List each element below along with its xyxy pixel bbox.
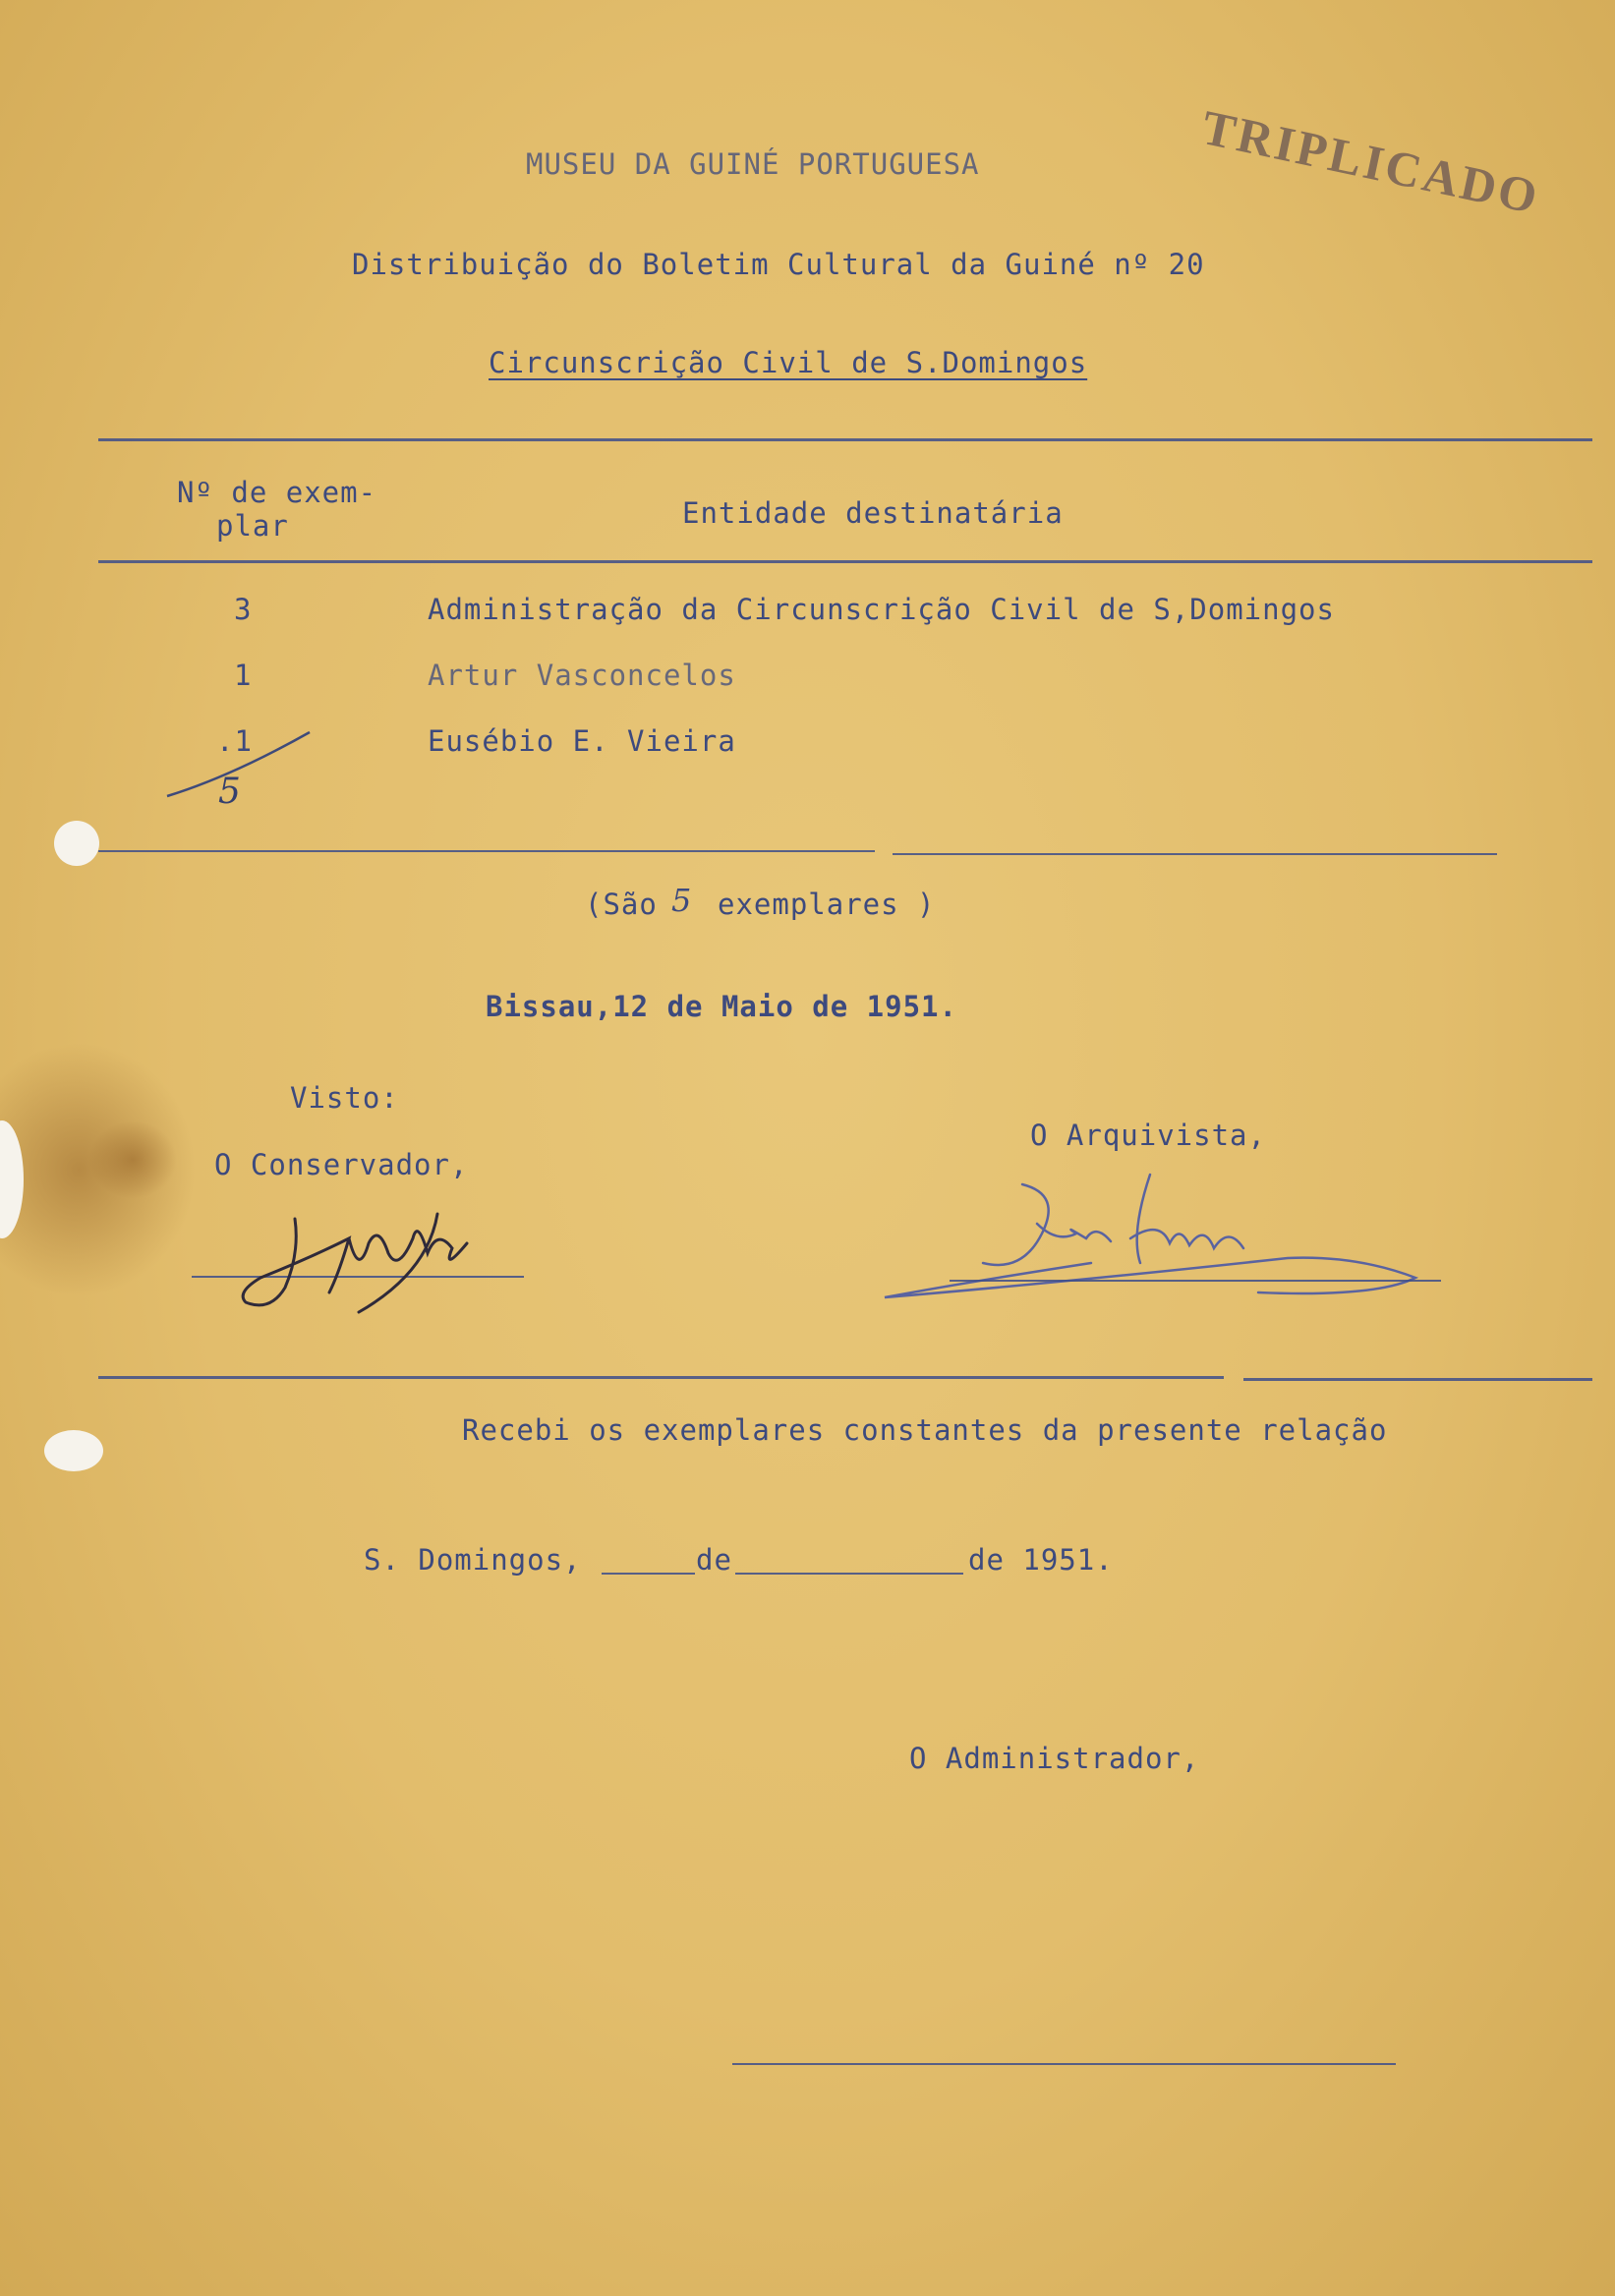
column-header-entity: Entidade destinatária bbox=[682, 496, 1064, 530]
arquivista-signature-line bbox=[950, 1280, 1441, 1282]
document-subtitle: Circunscrição Civil de S.Domingos bbox=[489, 346, 1088, 379]
table-bottom-rule-2 bbox=[893, 853, 1497, 855]
receipt-statement: Recebi os exemplares constantes da presente relação bbox=[462, 1413, 1388, 1447]
row-entity: Artur Vasconcelos bbox=[428, 659, 736, 692]
arquivista-signature bbox=[865, 1165, 1455, 1312]
row-entity: Administração da Circunscrição Civil de S,Domingos bbox=[428, 593, 1335, 626]
handwritten-total: 5 bbox=[218, 772, 242, 812]
day-blank bbox=[602, 1573, 695, 1575]
row-count: 3 bbox=[234, 593, 253, 626]
row-count: .1 bbox=[216, 724, 253, 758]
section-divider-2 bbox=[1243, 1378, 1592, 1381]
total-prefix: (São bbox=[585, 888, 658, 921]
administrador-signature-line bbox=[732, 2063, 1396, 2065]
table-header-rule bbox=[98, 560, 1592, 563]
conservador-signature bbox=[231, 1184, 487, 1322]
column-header-count: Nº de exem- bbox=[177, 476, 377, 509]
table-bottom-rule bbox=[98, 850, 875, 852]
visto-label: Visto: bbox=[290, 1081, 399, 1115]
column-header-count-2: plar bbox=[216, 509, 289, 543]
total-handwritten: 5 bbox=[671, 882, 693, 919]
arquivista-label: O Arquivista, bbox=[1030, 1119, 1266, 1152]
water-stain bbox=[88, 1120, 177, 1199]
punch-hole bbox=[44, 1430, 103, 1471]
month-blank bbox=[735, 1573, 963, 1575]
institution-heading: MUSEU DA GUINÉ PORTUGUESA bbox=[526, 147, 980, 181]
total-suffix: exemplares ) bbox=[718, 888, 936, 921]
table-top-rule bbox=[98, 438, 1592, 441]
receipt-place: S. Domingos, bbox=[364, 1543, 582, 1577]
triplicado-stamp: TRIPLICADO bbox=[1197, 98, 1545, 225]
administrador-label: O Administrador, bbox=[909, 1742, 1200, 1775]
receipt-de: de bbox=[696, 1543, 732, 1577]
place-date: Bissau,12 de Maio de 1951. bbox=[486, 990, 957, 1023]
section-divider bbox=[98, 1376, 1224, 1379]
receipt-year: de 1951. bbox=[968, 1543, 1114, 1577]
punch-hole bbox=[54, 821, 99, 866]
row-entity: Eusébio E. Vieira bbox=[428, 724, 736, 758]
row-count: 1 bbox=[234, 659, 253, 692]
conservador-label: O Conservador, bbox=[214, 1148, 469, 1181]
document-title: Distribuição do Boletim Cultural da Guiné nº 20 bbox=[352, 248, 1205, 281]
